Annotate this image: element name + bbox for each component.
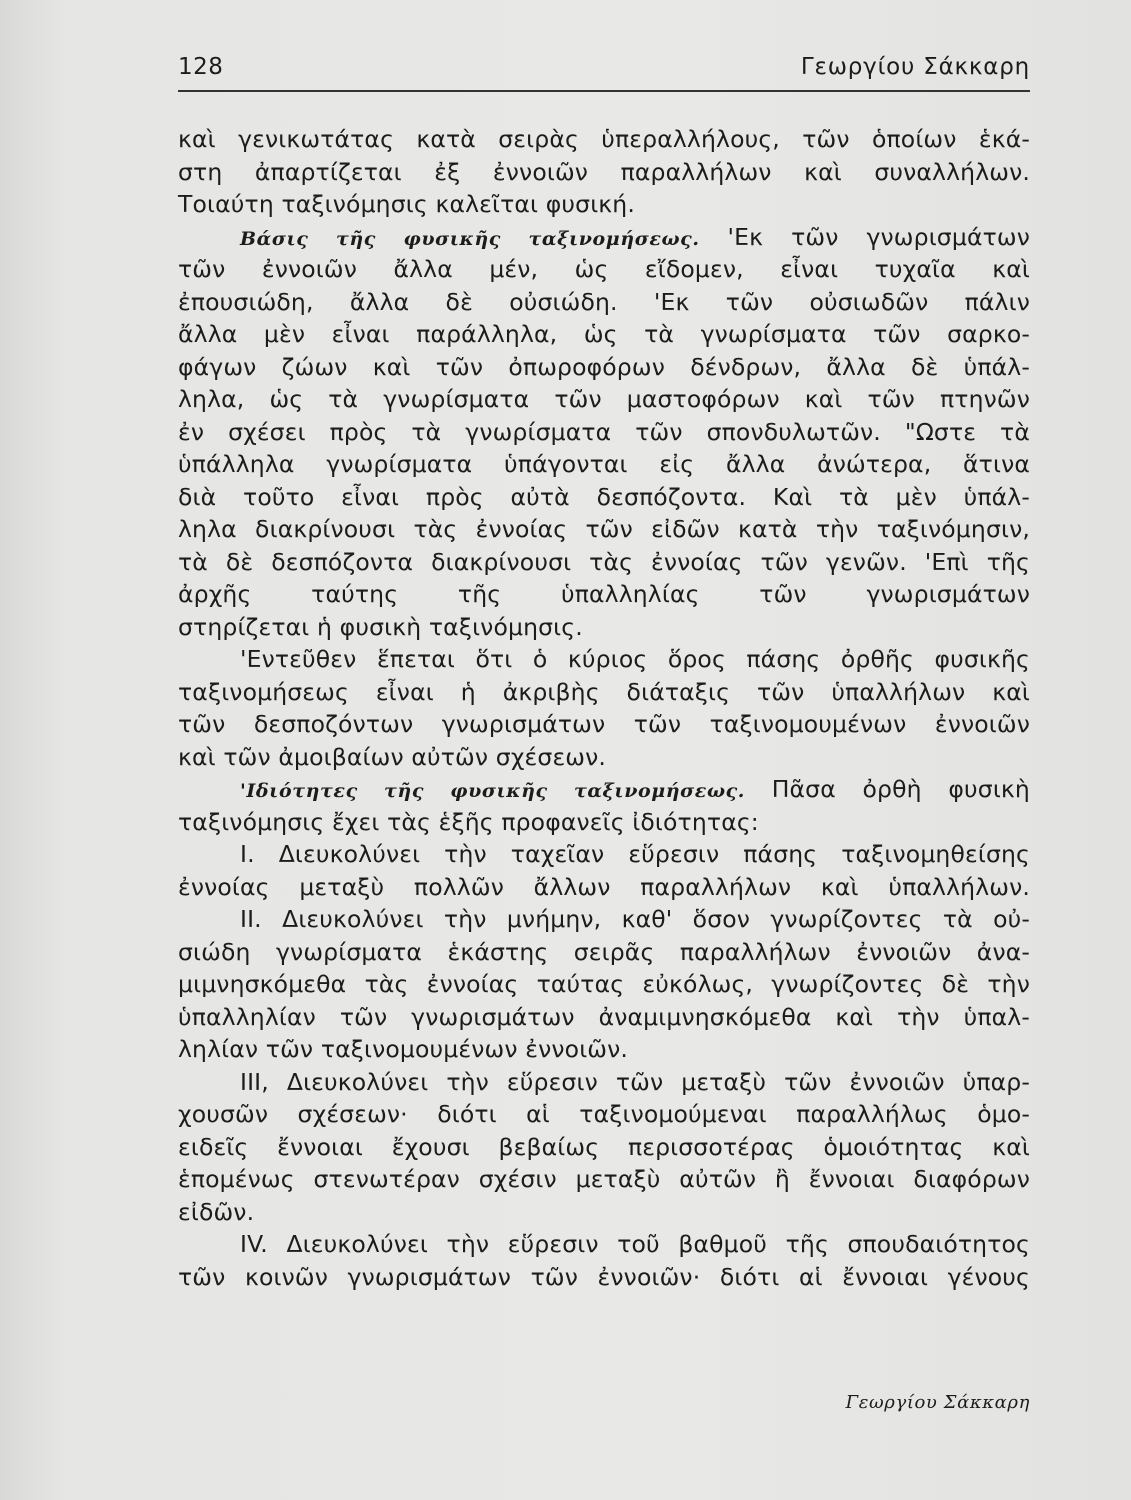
text-line: στη ἀπαρτίζεται ἐξ ἐννοιῶν παραλλήλων καὶ συναλλήλων. xyxy=(178,157,1030,186)
text-line: ΙΙΙ, Διευκολύνει τὴν εὕρεσιν τῶν μεταξὺ τῶν ἐννοιῶν ὑπαρ- xyxy=(240,1067,1030,1096)
text-line: ΙV. Διευκολύνει τὴν εὕρεσιν τοῦ βαθμοῦ τῆς σπουδαιότητος xyxy=(240,1230,1030,1258)
text-line: διὰ τοῦτο εἶναι πρὸς αὐτὰ δεσπόζοντα. Καὶ τὰ μὲν ὑπάλ- xyxy=(178,482,1030,511)
section-heading: Βάσις τῆς φυσικῆς ταξινομήσεως. xyxy=(240,227,700,250)
text-line: ΙΙ. Διευκολύνει τὴν μνήμην, καθ' ὅσον γνωρίζοντες τὰ οὐ- xyxy=(240,905,1030,933)
text-line: τῶν κοινῶν γνωρισμάτων τῶν ἐννοιῶν· διότι αἱ ἔννοιαι γένους xyxy=(178,1262,1030,1291)
text-line: ἄλλα μὲν εἶναι παράλληλα, ὡς τὰ γνωρίσματα τῶν σαρκο- xyxy=(178,320,1030,348)
text-line: ἑπομένως στενωτέραν σχέσιν μεταξὺ αὐτῶν ἢ ἔννοιαι διαφόρων xyxy=(178,1165,1030,1193)
page-number: 128 xyxy=(178,54,224,80)
text-line: 'Εντεῦθεν ἕπεται ὅτι ὁ κύριος ὅρος πάσης ὀρθῆς φυσικῆς xyxy=(240,645,1030,673)
text-line: ληλίαν τῶν ταξινομουμένων ἐννοιῶν. xyxy=(178,1035,629,1063)
text-line: εἰδῶν. xyxy=(178,1197,255,1226)
text-line: ἀρχῆς ταύτης τῆς ὑπαλληλίας τῶν γνωρισμάτων xyxy=(178,580,1030,608)
text-line: τὰ δὲ δεσπόζοντα διακρίνουσι τὰς ἐννοίας τῶν γενῶν. 'Επὶ τῆς xyxy=(178,547,1030,576)
text-line: ληλα, ὡς τὰ γνωρίσματα τῶν μαστοφόρων καὶ τῶν πτηνῶν xyxy=(178,385,1030,413)
text-line: στηρίζεται ἡ φυσικὴ ταξινόμησις. xyxy=(178,612,583,641)
text-line xyxy=(178,221,1030,254)
text-line: φάγων ζώων καὶ τῶν ὀπωροφόρων δένδρων, ἄλλα δὲ ὑπάλ- xyxy=(178,352,1030,381)
text-line: ἐπουσιώδη, ἄλλα δὲ οὐσιώδη. 'Εκ τῶν οὐσιωδῶν πάλιν xyxy=(178,287,1030,316)
text-line: Ι. Διευκολύνει τὴν ταχεῖαν εὕρεσιν πάσης ταξινομηθείσης xyxy=(240,840,1030,868)
text-line: ληλα διακρίνουσι τὰς ἐννοίας τῶν εἰδῶν κατὰ τὴν ταξινόμησιν, xyxy=(178,515,1030,543)
text-line: ἐννοίας μεταξὺ πολλῶν ἄλλων παραλλήλων καὶ ὑπαλλήλων. xyxy=(178,872,1030,901)
running-head: Γεωργίου Σάκκαρη xyxy=(800,54,1030,80)
page-header xyxy=(178,50,1030,92)
text-line: ειδεῖς ἔννοιαι ἔχουσι βεβαίως περισσοτέρας ὁμοιότητας καὶ xyxy=(178,1132,1030,1161)
text-line: Τοιαύτη ταξινόμησις καλεῖται φυσική. xyxy=(178,190,635,218)
text-line: μιμνησκόμεθα τὰς ἐννοίας ταύτας εὐκόλως, γνωρίζοντες δὲ τὴν xyxy=(178,970,1030,998)
section-heading: 'Ιδιότητες τῆς φυσικῆς ταξινομήσεως. xyxy=(240,780,746,802)
body-text xyxy=(178,123,1030,1293)
text-line: ταξινόμησις ἔχει τὰς ἑξῆς προφανεῖς ἰδιότητας: xyxy=(178,807,759,836)
text-line: ταξινομήσεως εἶναι ἡ ἀκριβὴς διάταξις τῶν ὑπαλλήλων καὶ xyxy=(178,677,1030,706)
text-line: καὶ γενικωτάτας κατὰ σειρὰς ὑπεραλλήλους, τῶν ὁποίων ἑκά- xyxy=(178,125,1030,153)
text-line: χουσῶν σχέσεων· διότι αἱ ταξινομούμεναι παραλλήλως ὁμο- xyxy=(178,1100,1030,1128)
text-line: ὑπαλληλίαν τῶν γνωρισμάτων ἀναμιμνησκόμεθα καὶ τὴν ὑπαλ- xyxy=(178,1002,1030,1031)
text-line xyxy=(178,773,1030,806)
text-span: Πᾶσα ὀρθὴ φυσικὴ xyxy=(771,775,1030,803)
footer-signature: Γεωργίου Σάκκαρη xyxy=(845,1392,1030,1413)
text-line: τῶν δεσποζόντων γνωρισμάτων τῶν ταξινομουμένων ἐννοιῶν xyxy=(178,710,1030,738)
text-span: 'Εκ τῶν γνωρισμάτων xyxy=(727,222,1030,251)
text-line: σιώδη γνωρίσματα ἑκάστης σειρᾶς παραλλήλων ἐννοιῶν ἀνα- xyxy=(178,937,1030,966)
text-line: καὶ τῶν ἀμοιβαίων αὐτῶν σχέσεων. xyxy=(178,742,607,771)
text-line: ὑπάλληλα γνωρίσματα ὑπάγονται εἰς ἄλλα ἀνώτερα, ἅτινα xyxy=(178,450,1030,478)
text-line: ἐν σχέσει πρὸς τὰ γνωρίσματα τῶν σπονδυλωτῶν. "Ωστε τὰ xyxy=(178,417,1030,446)
text-line: τῶν ἐννοιῶν ἄλλα μέν, ὡς εἴδομεν, εἶναι τυχαῖα καὶ xyxy=(178,255,1030,283)
